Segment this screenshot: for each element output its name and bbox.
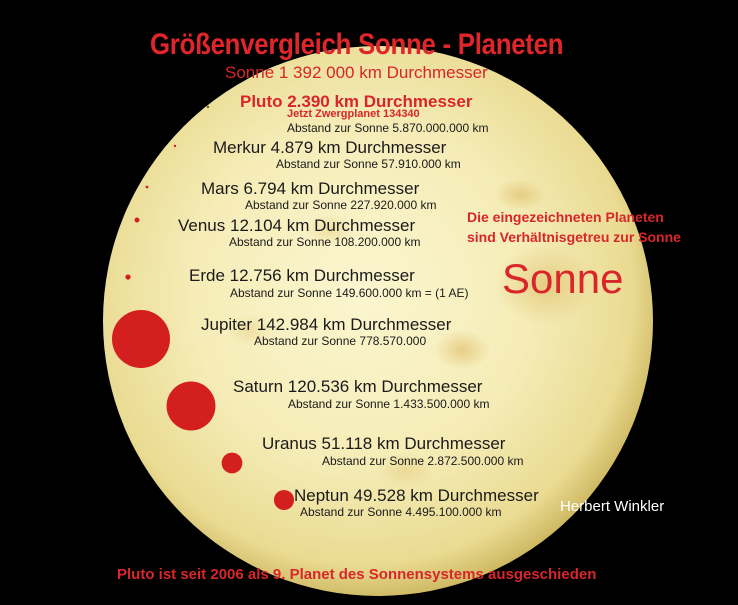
sunspot	[434, 330, 490, 370]
jupiter-distance: Abstand zur Sonne 778.570.000	[254, 334, 427, 348]
footer-note: Pluto ist seit 2006 als 9. Planet des Sonnensystems ausgeschieden	[117, 566, 597, 583]
diagram-title: Größenvergleich Sonne - Planeten	[150, 28, 564, 61]
planet-merkur	[174, 145, 176, 147]
merkur-distance: Abstand zur Sonne 57.910.000 km	[276, 157, 461, 171]
author-credit: Herbert Winkler	[560, 498, 665, 515]
planet-neptun	[274, 490, 294, 510]
scale-note-line-1: Die eingezeichneten Planeten	[467, 209, 664, 225]
mars-label: Mars 6.794 km Durchmesser	[201, 179, 420, 198]
planet-pluto	[207, 106, 209, 108]
sunspot	[494, 179, 546, 211]
venus-label: Venus 12.104 km Durchmesser	[178, 216, 416, 235]
erde-distance: Abstand zur Sonne 149.600.000 km = (1 AE)	[230, 286, 469, 300]
saturn-label: Saturn 120.536 km Durchmesser	[233, 377, 483, 396]
uranus-label: Uranus 51.118 km Durchmesser	[262, 434, 506, 453]
uranus-distance: Abstand zur Sonne 2.872.500.000 km	[322, 454, 524, 468]
planet-venus	[135, 218, 140, 223]
jupiter-label: Jupiter 142.984 km Durchmesser	[201, 315, 452, 334]
planet-mars	[146, 186, 149, 189]
pluto-distance: Abstand zur Sonne 5.870.000.000 km	[287, 121, 489, 135]
venus-distance: Abstand zur Sonne 108.200.000 km	[229, 235, 421, 249]
scale-note-line-2: sind Verhältnisgetreu zur Sonne	[467, 229, 681, 245]
neptun-distance: Abstand zur Sonne 4.495.100.000 km	[300, 505, 502, 519]
pluto-status: Jetzt Zwergplanet 134340	[287, 108, 420, 120]
neptun-label: Neptun 49.528 km Durchmesser	[294, 486, 539, 505]
sun-label: Sonne	[502, 255, 624, 302]
erde-label: Erde 12.756 km Durchmesser	[189, 266, 415, 285]
planet-uranus	[222, 453, 243, 474]
planet-jupiter	[112, 310, 170, 368]
pluto-label: Pluto 2.390 km Durchmesser	[240, 92, 473, 111]
sun-diameter-text: Sonne 1 392 000 km Durchmesser	[225, 63, 488, 82]
planet-erde	[125, 274, 130, 279]
merkur-label: Merkur 4.879 km Durchmesser	[213, 138, 447, 157]
planet-saturn	[167, 382, 216, 431]
mars-distance: Abstand zur Sonne 227.920.000 km	[245, 198, 437, 212]
saturn-distance: Abstand zur Sonne 1.433.500.000 km	[288, 397, 490, 411]
